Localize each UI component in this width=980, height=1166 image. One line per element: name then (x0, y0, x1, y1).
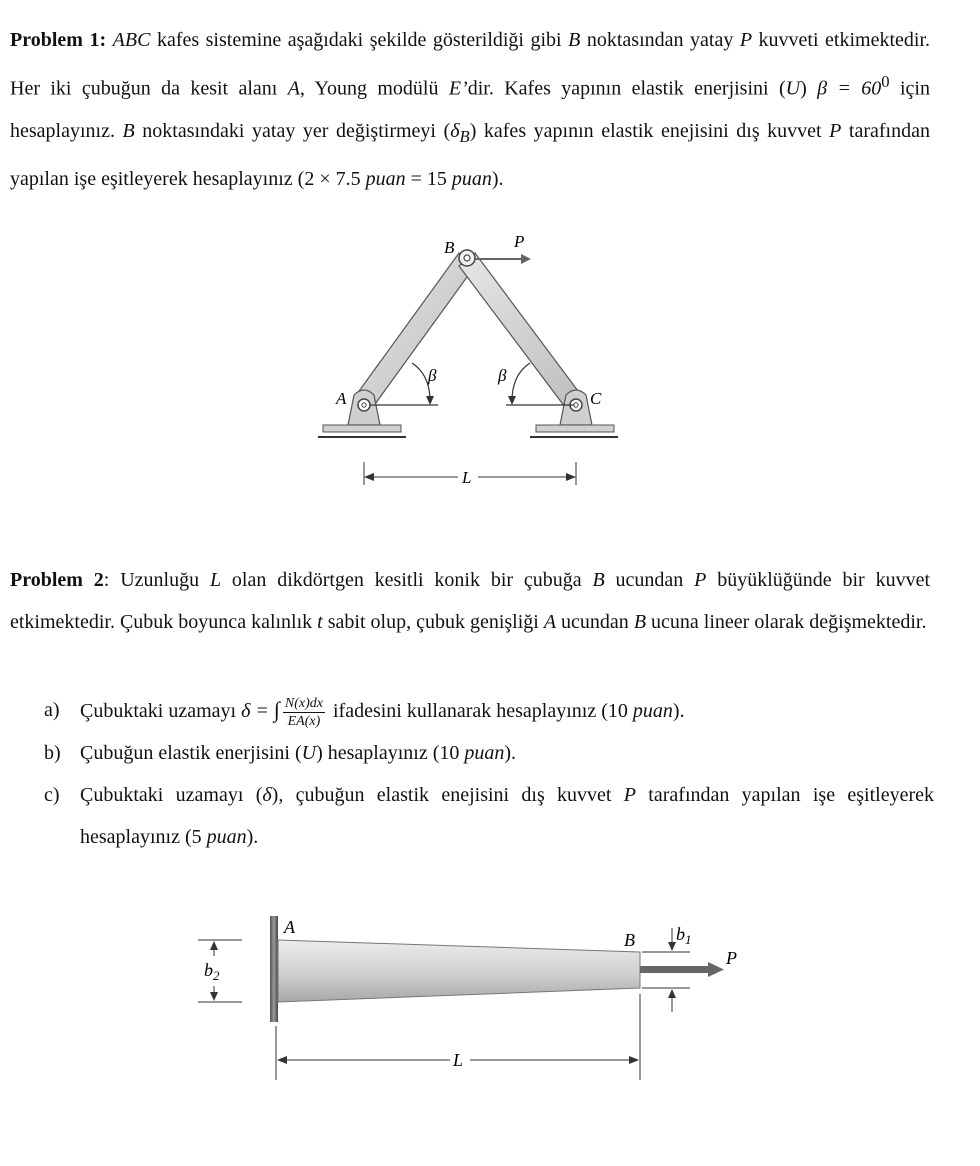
sub-question-c: c) Çubuktaki uzamayı (δ), çubuğun elastik enejisini dış kuvvet P tarafından yapılan işe eşitleyerek hesaplayınız (5 puan). (44, 784, 934, 848)
label-c: C (590, 389, 602, 408)
beta-arc-right (512, 363, 530, 401)
label-p: P (514, 232, 525, 251)
member-bc (459, 253, 584, 411)
integral-fraction: $\frac{N(x)dx}{EA(x)}$ (284, 695, 323, 729)
label-a-2: A (284, 917, 295, 937)
label-p-2: P (726, 948, 737, 968)
label-b2: $b_2$ (204, 960, 220, 983)
load-p-arrow (475, 254, 531, 264)
tapered-bar (278, 940, 640, 1002)
sub-question-a: a) Çubuktaki uzamayı δ = ∫ $\frac{N(x)dx}{EA(x)}$ ifadesini kullanarak hesaplayınız (10 puan). (44, 695, 685, 729)
label-l: L (462, 468, 472, 487)
beta-equation: β = 60 (817, 77, 882, 100)
truss-name: ABC (112, 29, 151, 51)
problem2-paragraph: Problem 2: Uzunluğu L olan dikdörtgen kesitli konik bir çubuğa B ucundan P büyüklüğünde bir kuvvet etkimektedir. Çubuk boyunca kalınlık t sabit olup, çubuk genişliği A ucundan B ucuna lineer olarak değişmektedir. (10, 569, 930, 633)
problem1-title: Problem 1 (10, 29, 100, 51)
support-a (318, 390, 406, 437)
label-b1: $b_1$ (676, 924, 692, 947)
member-ab (354, 253, 475, 411)
label-b: B (444, 238, 455, 257)
label-l-2: L (453, 1050, 464, 1070)
load-p-arrow-2 (640, 962, 724, 977)
pin-b (459, 250, 475, 266)
tapered-bar-figure (190, 900, 770, 1090)
truss-figure (318, 225, 628, 495)
problem1-paragraph: Problem 1: ABC kafes sistemine aşağıdaki şekilde gösterildiği gibi B noktasından yatay P kuvveti etkimektedir. Her iki çubuğun da kesit alanı A, Young modülü E’dir. Kafes yapının elastik enerjisini (U) $\beta = 60^0$ için hesaplayınız. B noktasındaki yatay yer değiştirmeyi $(\delta_B)$ kafes yapının elastik enejisini dış kuvvet P tarafından yapılan işe eşitleyerek hesaplayınız (2 × 7.5 puan = 15 puan). (10, 29, 931, 190)
fixed-wall (270, 916, 278, 1022)
label-b-2: B (624, 930, 635, 950)
sub-questions (44, 689, 934, 858)
sub-question-b: b) Çubuğun elastik enerjisini (U) hesaplayınız (10 puan). (44, 742, 517, 764)
label-beta-right: β (498, 366, 507, 385)
problem2-title: Problem 2 (10, 569, 104, 591)
support-c (530, 390, 618, 437)
label-beta-left: β (428, 366, 437, 385)
label-a: A (336, 389, 347, 408)
